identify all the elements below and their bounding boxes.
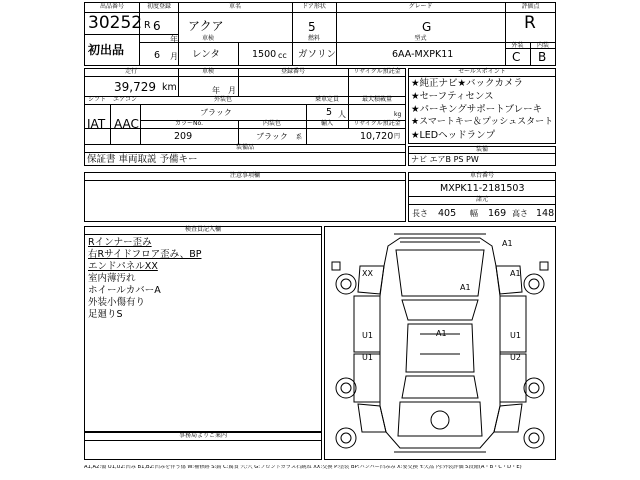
office-title: 事務局よりご案内 (178, 432, 227, 439)
int-score: B (538, 50, 547, 64)
width: 169 (488, 208, 507, 219)
type-label: 型式 (414, 35, 427, 42)
import-label: 輸入 (320, 120, 333, 127)
damage-mark-hood: A1 (460, 283, 471, 292)
recycle-fee-unit: 円 (394, 133, 401, 140)
score: R (524, 13, 536, 33)
inspection-label: 車検 (201, 35, 214, 42)
int-label: 内装 (536, 42, 549, 49)
exterior-color-label: 外装色 (213, 96, 232, 103)
doors: 5 (308, 20, 316, 34)
mileage: 39,729 (114, 80, 156, 94)
inspector-line-7: 足廻りS (88, 309, 123, 320)
load-unit: kg (394, 111, 402, 118)
height-label: 高さ (512, 209, 528, 218)
ext-score: C (512, 50, 521, 64)
color-no-label: カラーNo. (175, 120, 203, 127)
inspector-line-4: 室内薄汚れ (88, 273, 136, 284)
width-label: 幅 (470, 209, 478, 218)
usage: レンタ (192, 49, 220, 60)
shift-label: シフト (87, 96, 106, 103)
capacity-unit: 人 (338, 110, 346, 119)
damage-mark-left-rear-door: U1 (362, 353, 373, 362)
interior-color-label: 内装色 (262, 120, 281, 127)
mileage-label: 走行 (124, 68, 137, 75)
type: 6AA-MXPK11 (392, 49, 454, 60)
recycle-fee: 10,720 (360, 131, 394, 142)
shift: IAT (87, 117, 106, 131)
inspector-title: 検査員記入欄 (184, 226, 221, 233)
sales-point-1: ★純正ナビ★バックカメラ (411, 78, 524, 89)
length-label: 長さ (412, 209, 428, 218)
spec-inspection-month-unit: 月 (228, 86, 236, 95)
chassis-number: MXPK11-2181503 (440, 183, 525, 194)
reg-month: 6 (154, 50, 161, 61)
dims-title: 諸元 (475, 196, 488, 203)
reg-year: 6 (153, 19, 161, 33)
load-label: 最大積載量 (361, 96, 392, 103)
first-registration-label: 初度登録 (146, 3, 171, 10)
spec-inspection-label: 車検 (201, 68, 214, 75)
equipment-text: 保証書 車両取説 予備キー (87, 154, 198, 165)
lot-number-label: 出品番号 (99, 3, 124, 10)
sales-point-3: ★パーキングサポートブレーキ (411, 104, 543, 115)
grade: G (422, 20, 432, 34)
damage-mark-left-front-door: U1 (362, 331, 373, 340)
spec-inspection-year-unit: 年 (212, 86, 220, 95)
sales-point-4: ★スマートキー＆プッシュスタート (411, 117, 554, 127)
score-label: 評価点 (521, 3, 540, 10)
model-name: アクア (188, 19, 224, 33)
damage-mark-right-front-door: U1 (510, 331, 521, 340)
exterior-color: ブラック (200, 108, 232, 117)
damage-mark-roof: A1 (436, 329, 447, 338)
damage-mark-front-bumper: A1 (502, 239, 513, 248)
fuel-label: 燃料 (307, 35, 320, 42)
inspector-line-3: エンドパネルXX (88, 261, 158, 272)
legend-text: A1,A2:傷 U1,U2:凹み B1,B2:凹みを伴う傷 W:補修跡 S:錆 C:腐食 穴:穴 G:フロントガラス石跳ね XX:交換 P:塗装 BP:バンパー凹みみ X:要交換 Y:欠品 内:外装評価 5段階(A・B・C・D・E) (84, 465, 522, 470)
reg-year-unit: 年 (170, 35, 178, 44)
first-listing-badge: 初出品 (88, 43, 125, 57)
options-text: ナビ エアB PS PW (411, 155, 479, 164)
cc: 1500 (252, 49, 277, 60)
interior-color-suffix: 系 (296, 134, 303, 141)
sales-points-title: セールスポイント (458, 68, 506, 75)
damage-mark-right-rear-door: U2 (510, 353, 521, 362)
inspector-line-1: Rインナー歪み (88, 237, 152, 248)
model-label: 車名 (228, 3, 241, 10)
capacity: 5 (326, 107, 333, 118)
damage-mark-right-front-fender: A1 (510, 269, 521, 278)
recycle-label: リサイクル預託金 (353, 68, 401, 75)
sales-point-2: ★セーフティセンス (411, 91, 494, 102)
equipment-title: 装備品 (235, 144, 254, 151)
inspector-line-6: 外装小傷有り (88, 297, 146, 308)
color-no: 209 (174, 131, 193, 142)
options-title: 装備 (475, 146, 488, 153)
ext-label: 外装 (511, 42, 524, 49)
reg-no-label: 登録番号 (280, 68, 305, 75)
era: R (144, 20, 151, 31)
grade-label: グレード (408, 3, 433, 10)
damage-mark-left-front-fender: XX (362, 269, 373, 278)
length: 405 (438, 208, 457, 219)
recycle-fee-label: リサイクル預託金 (353, 120, 401, 127)
inspector-line-2: 右Rサイドフロア歪み、BP (88, 249, 202, 260)
fuel: ガソリン (298, 49, 337, 60)
chassis-title: 車台番号 (469, 172, 494, 179)
doors-label: ドア形状 (302, 3, 326, 10)
height: 148 (536, 208, 555, 219)
lot-number: 30252 (88, 13, 143, 33)
cc-unit: cc (278, 51, 287, 60)
interior-color: ブラック (256, 132, 288, 141)
capacity-label: 乗車定員 (314, 96, 339, 103)
car-diagram (324, 226, 556, 460)
notes-title: 注意事項欄 (229, 172, 260, 179)
reg-month-unit: 月 (170, 52, 178, 61)
inspector-line-5: ホイールカバーA (88, 285, 161, 296)
mileage-unit: km (162, 82, 177, 93)
ac-label: エアコン (113, 96, 137, 103)
sales-point-5: ★LEDヘッドランプ (411, 130, 496, 141)
ac: AAC (114, 117, 139, 131)
